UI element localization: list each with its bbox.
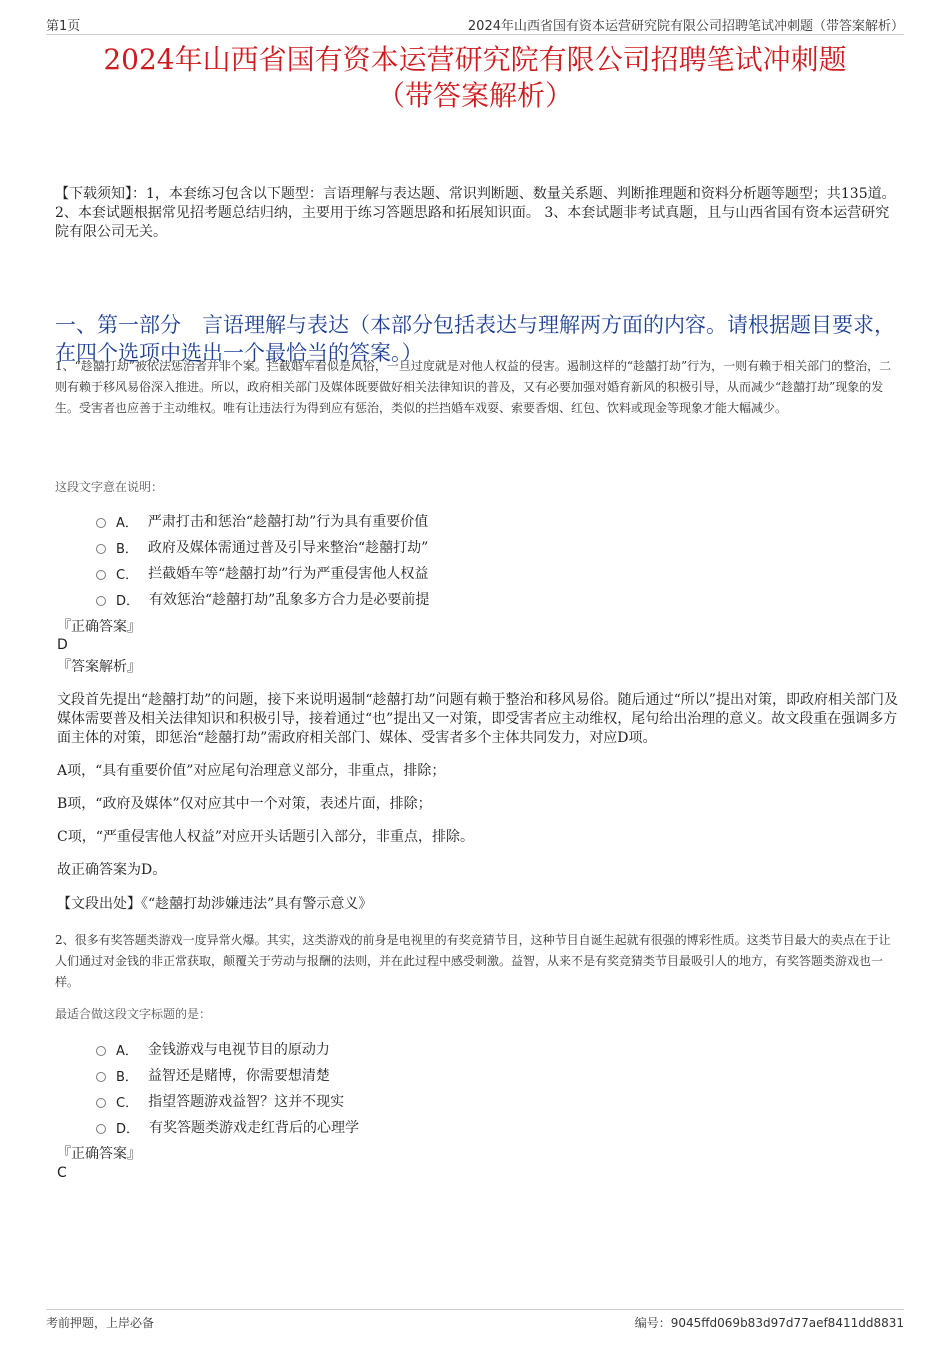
radio-icon[interactable] xyxy=(96,1124,106,1134)
radio-icon[interactable] xyxy=(96,518,106,528)
radio-icon[interactable] xyxy=(96,1098,106,1108)
option-text: 金钱游戏与电视节目的原动力 xyxy=(147,1042,330,1058)
question-2-text: 2、很多有奖答题类游戏一度异常火爆。其实，这类游戏的前身是电视里的有奖竞猜节目，这种节目自诞生起就有很强的博彩性质。这类节目最大的卖点在于让人们通过对金钱的非正常获取，颠覆关于劳动与报酬的法则，并在此过程中感受刺激。益智，从来不是有奖竞猜类节目最吸引人的地方，有奖答题类游戏也一样。 xyxy=(55,933,891,989)
q1-option-a[interactable]: A． 严肃打击和惩治“趁囍打劫”行为具有重要价值 xyxy=(96,508,429,534)
footer-slogan: 考前押题，上岸必备 xyxy=(46,1316,155,1330)
option-text: 指望答题游戏益智？这并不现实 xyxy=(148,1094,345,1110)
q1-option-d[interactable]: D． 有效惩治“趁囍打劫”乱象多方合力是必要前提 xyxy=(96,586,429,612)
page-header xyxy=(46,14,904,35)
option-text: 政府及媒体需通过普及引导来整治“趁囍打劫” xyxy=(147,540,429,556)
footer-serial: 编号：9045ffd069b83d97d77aef8411dd8831 xyxy=(634,1316,904,1330)
q1-source: 【文段出处】《“趁囍打劫涉嫌违法”具有警示意义》 xyxy=(57,896,373,912)
q1-analysis-para-3: B项，“政府及媒体”仅对应其中一个对策，表述片面，排除； xyxy=(57,796,432,812)
option-text: 拦截婚车等“趁囍打劫”行为严重侵害他人权益 xyxy=(148,566,429,582)
option-text: 严肃打击和惩治“趁囍打劫”行为具有重要价值 xyxy=(147,514,429,530)
title-line-1: 2024年山西省国有资本运营研究院有限公司招聘笔试冲刺题 xyxy=(103,43,847,76)
q2-option-a[interactable]: A． 金钱游戏与电视节目的原动力 xyxy=(96,1036,359,1062)
document-title xyxy=(40,42,910,114)
radio-icon[interactable] xyxy=(96,596,106,606)
radio-icon[interactable] xyxy=(96,570,106,580)
radio-icon[interactable] xyxy=(96,1046,106,1056)
page-number: 第1页 xyxy=(46,19,81,34)
question-1-text: 1、“趁囍打劫”被依法惩治者并非个案。拦截婚车看似是风俗，一旦过度就是对他人权益的侵害。遏制这样的“趁囍打劫”行为，一则有赖于相关部门的整治，二则有赖于移风易俗深入推进。所以，政府相关部门及媒体既要做好相关法律知识的普及，又有必要加强对婚育新风的积极引导，从而减少“趁囍打劫”现象的发生。受害者也应善于主动维权。唯有让违法行为得到应有惩治，类似的拦挡婚车戏耍、索要香烟、红包、饮料或现金等现象才能大幅减少。 xyxy=(55,359,892,415)
option-text: 益智还是赌博，你需要想清楚 xyxy=(147,1068,330,1084)
q1-analysis-label: 『答案解析』 xyxy=(57,659,141,675)
question-1-prompt: 这段文字意在说明： xyxy=(55,480,164,494)
download-notice: 【下载须知】：1，本套练习包含以下题型：言语理解与表达题、常识判断题、数量关系题、判断推理题和资料分析题等题型；共135道。 2、本套试题根据常见招考题总结归纳，主要用于练习答题思路和拓展知识面。 3、本套试题非考试真题，且与山西省国有资本运营研究院有限公司无关。 xyxy=(55,186,896,240)
question-1-options xyxy=(96,508,429,612)
page-footer xyxy=(46,1309,904,1333)
header-doc-title: 2024年山西省国有资本运营研究院有限公司招聘笔试冲刺题（带答案解析） xyxy=(467,19,904,34)
q1-answer: D xyxy=(57,637,68,653)
option-text: 有奖答题类游戏走红背后的心理学 xyxy=(149,1120,360,1136)
q2-option-d[interactable]: D． 有奖答题类游戏走红背后的心理学 xyxy=(96,1114,359,1140)
radio-icon[interactable] xyxy=(96,544,106,554)
q1-analysis-para-4: C项，“严重侵害他人权益”对应开头话题引入部分，非重点，排除。 xyxy=(57,829,475,845)
q1-option-c[interactable]: C． 拦截婚车等“趁囍打劫”行为严重侵害他人权益 xyxy=(96,560,429,586)
radio-icon[interactable] xyxy=(96,1072,106,1082)
q2-answer-label: 『正确答案』 xyxy=(57,1146,141,1162)
section-heading: 一、第一部分 言语理解与表达（本部分包括表达与理解两方面的内容。请根据题目要求，在四个选项中选出一个最恰当的答案。） xyxy=(55,313,895,365)
q2-option-c[interactable]: C． 指望答题游戏益智？这并不现实 xyxy=(96,1088,359,1114)
title-line-2: （带答案解析） xyxy=(376,79,573,112)
q1-analysis-para-5: 故正确答案为D。 xyxy=(57,862,167,878)
question-2-options xyxy=(96,1036,359,1140)
q2-answer: C xyxy=(57,1165,67,1181)
q1-analysis-para-2: A项，“具有重要价值”对应尾句治理意义部分，非重点，排除； xyxy=(57,763,446,779)
option-text: 有效惩治“趁囍打劫”乱象多方合力是必要前提 xyxy=(149,592,430,608)
q1-analysis-para-1: 文段首先提出“趁囍打劫”的问题，接下来说明遏制“趁囍打劫”问题有赖于整治和移风易俗。随后通过“所以”提出对策，即政府相关部门及媒体需要普及相关法律知识和积极引导，接着通过“也”提出又一对策，即受害者应主动维权，尾句给出治理的意义。故文段重在强调多方面主体的对策，即惩治“趁囍打劫”需政府相关部门、媒体、受害者多个主体共同发力，对应D项。 xyxy=(57,692,898,746)
q1-answer-label: 『正确答案』 xyxy=(57,619,141,635)
q1-option-b[interactable]: B． 政府及媒体需通过普及引导来整治“趁囍打劫” xyxy=(96,534,429,560)
question-2-prompt: 最适合做这段文字标题的是： xyxy=(55,1007,212,1021)
q2-option-b[interactable]: B． 益智还是赌博，你需要想清楚 xyxy=(96,1062,359,1088)
